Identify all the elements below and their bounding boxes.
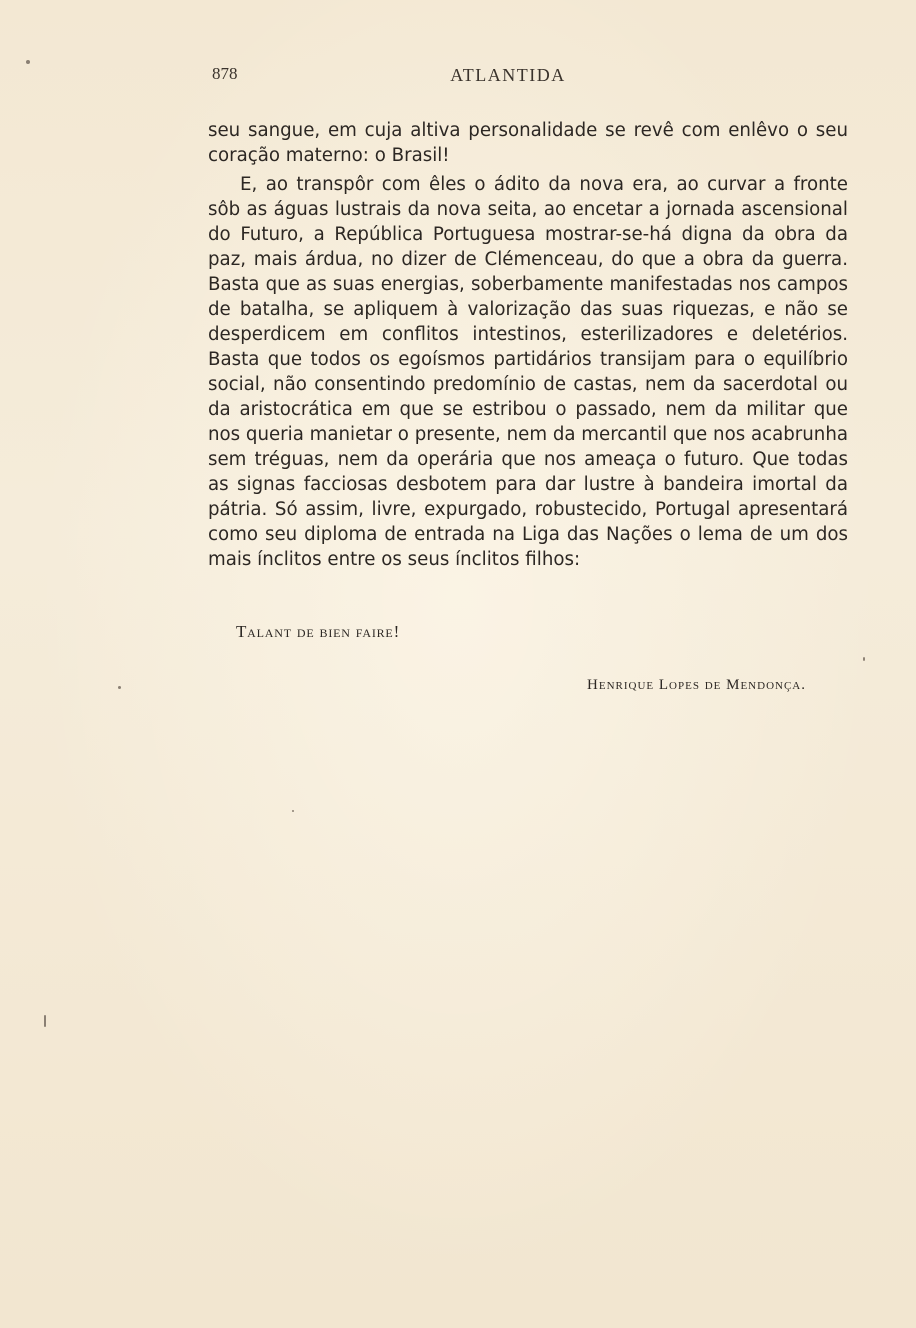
- running-title: ATLANTIDA: [450, 65, 566, 85]
- motto: Talant de bien faire!: [236, 622, 401, 641]
- bleed-through-footnotes: [200, 950, 820, 1180]
- paper-speck: [118, 686, 121, 689]
- paper-speck: [44, 1015, 46, 1027]
- paragraph-continuation: seu sangue, em cuja altiva personalidade se revê com enlêvo o seu coração materno: o Brasil!: [208, 120, 848, 166]
- body-text: [208, 118, 848, 572]
- paragraph-main: E, ao transpôr com êles o ádito da nova era, ao curvar a fronte sôb as águas lustrais da nova seita, ao encetar a jornada ascensional do Futuro, a República Portuguesa mostrar-se-há digna da obra da paz, mais árdua, no dizer de Clémenceau, do que a obra da guerra. Basta que as suas energias, soberbamente manifestadas nos campos de batalha, se apliquem à valorização das suas riquezas, e não se desperdicem em conflitos intestinos, esterilizadores e deletérios. Basta que todos os egoísmos partidários transijam para o equilíbrio social, não consentindo predomínio de castas, nem da sacerdotal ou da aristocrática em que se estribou o passado, nem da militar que nos queria manietar o presente, nem da mercantil que nos acabrunha sem tréguas, nem da operária que nos ameaça o futuro. Que todas as signas facciosas desbotem para dar lustre à bandeira imortal da pátria. Só assim, livre, expurgado, robustecido, Portugal apresentará como seu diploma de entrada na Liga das Nações o lema de um dos mais ínclitos entre os seus ínclitos filhos:: [208, 174, 848, 570]
- page-number: 878: [212, 64, 238, 83]
- paper-speck: [26, 60, 30, 64]
- author-signature: Henrique Lopes de Mendonça.: [587, 677, 806, 693]
- paper-speck: [863, 657, 865, 661]
- paper-speck: [292, 810, 294, 812]
- page-header: [212, 62, 844, 90]
